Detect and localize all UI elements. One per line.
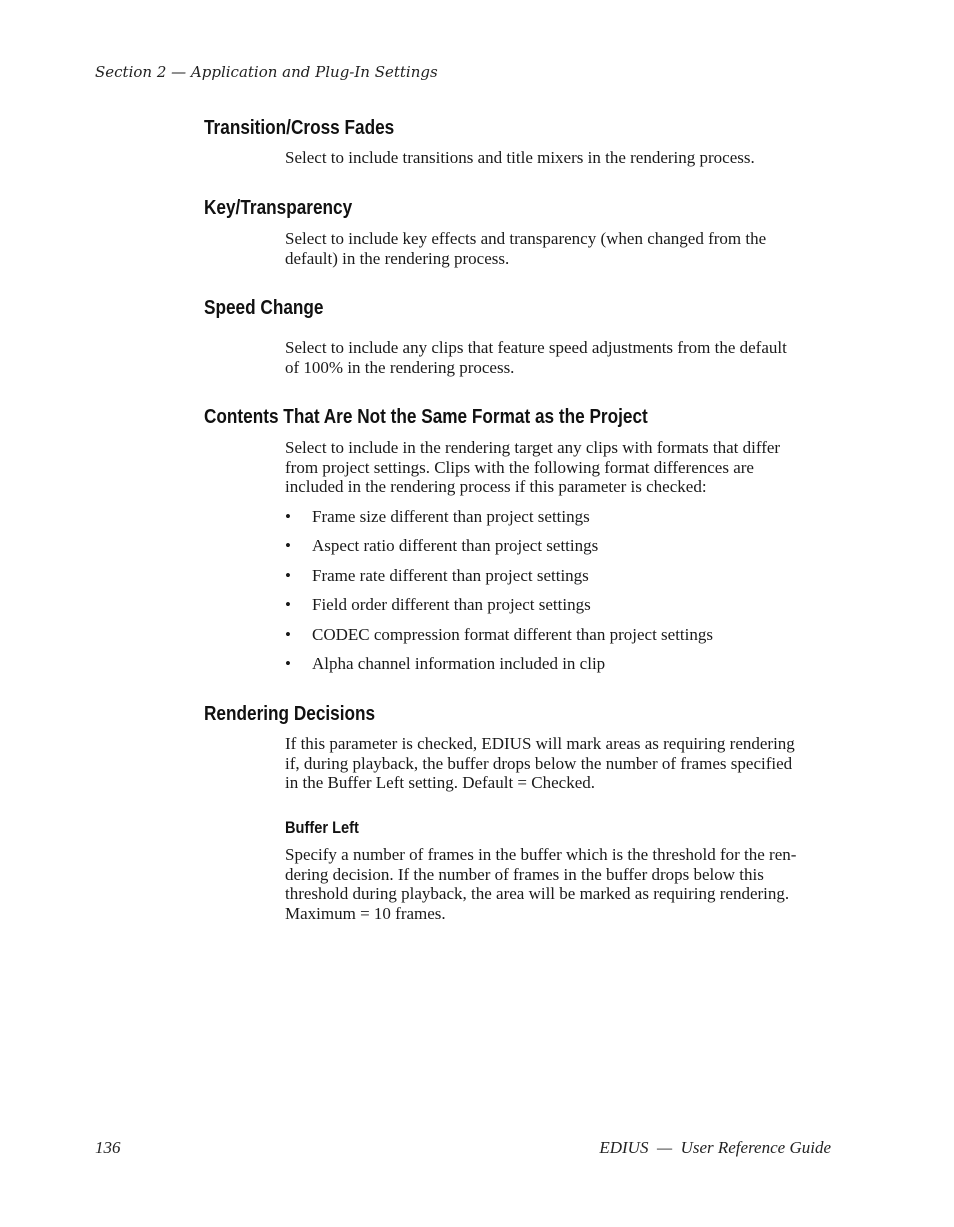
text-line: Select to include transitions and title mixers in the rendering process. bbox=[285, 148, 755, 167]
text-line: If this parameter is checked, EDIUS will mark areas as requiring rendering bbox=[285, 734, 795, 753]
text-line: from project settings. Clips with the following format differences are bbox=[285, 457, 754, 477]
bullet-item bbox=[285, 536, 598, 556]
paragraph-rendering bbox=[285, 734, 845, 793]
bullet-marker: • bbox=[285, 625, 291, 644]
bullet-item bbox=[285, 654, 605, 674]
text-line: Select to include key effects and transparency (when changed from the bbox=[285, 229, 767, 248]
bullet-marker: • bbox=[285, 654, 291, 673]
bullet-text: Field order different than project settings bbox=[312, 595, 591, 614]
bullet-text: Frame rate different than project settings bbox=[312, 566, 589, 585]
page-number: 136 bbox=[95, 1138, 121, 1157]
text-line: of 100% in the rendering process. bbox=[285, 357, 515, 377]
bullet-text: Alpha channel information included in clip bbox=[312, 654, 606, 673]
heading-speed-change: Speed Change bbox=[204, 297, 324, 319]
heading-transition-cross-fades: Transition/Cross Fades bbox=[204, 117, 395, 139]
text-line: threshold during playback, the area will be marked as requiring rendering. bbox=[285, 884, 790, 904]
text-line: Specify a number of frames in the buffer which is the threshold for the ren- bbox=[285, 845, 797, 864]
text-line: Select to include in the rendering target any clips with formats that differ bbox=[285, 438, 781, 457]
heading-key-transparency: Key/Transparency bbox=[204, 197, 353, 219]
bullet-marker: • bbox=[285, 507, 291, 526]
bullet-marker: • bbox=[285, 566, 291, 585]
text-line: in the Buffer Left setting. Default = Checked. bbox=[285, 773, 595, 793]
text-line: Select to include any clips that feature speed adjustments from the default bbox=[285, 338, 787, 357]
paragraph-key bbox=[285, 229, 845, 268]
bullet-item bbox=[285, 595, 591, 615]
text-line: default) in the rendering process. bbox=[285, 248, 510, 268]
text-line: dering decision. If the number of frames in the buffer drops below this bbox=[285, 864, 764, 884]
heading-contents-format: Contents That Are Not the Same Format as the Project bbox=[204, 406, 648, 428]
bullet-item bbox=[285, 625, 713, 645]
heading-buffer-left: Buffer Left bbox=[285, 818, 359, 837]
bullet-text: CODEC compression format different than project settings bbox=[312, 625, 713, 644]
text-line: Maximum = 10 frames. bbox=[285, 904, 446, 924]
bullet-item bbox=[285, 507, 590, 527]
paragraph-buffer bbox=[285, 845, 845, 924]
text-line: included in the rendering process if this parameter is checked: bbox=[285, 477, 707, 497]
paragraph-speed bbox=[285, 338, 845, 377]
running-head: Section 2 — Application and Plug-In Settings bbox=[95, 63, 438, 81]
footer-title: EDIUS — User Reference Guide bbox=[599, 1138, 831, 1157]
bullet-marker: • bbox=[285, 595, 291, 614]
paragraph-transition bbox=[285, 148, 845, 168]
heading-rendering-decisions: Rendering Decisions bbox=[204, 703, 376, 725]
bullet-marker: • bbox=[285, 536, 291, 555]
text-line: if, during playback, the buffer drops below the number of frames specified bbox=[285, 753, 793, 773]
paragraph-contents bbox=[285, 438, 845, 497]
bullet-item bbox=[285, 566, 589, 586]
bullet-text: Frame size different than project settings bbox=[312, 507, 590, 526]
bullet-text: Aspect ratio different than project settings bbox=[312, 536, 599, 555]
